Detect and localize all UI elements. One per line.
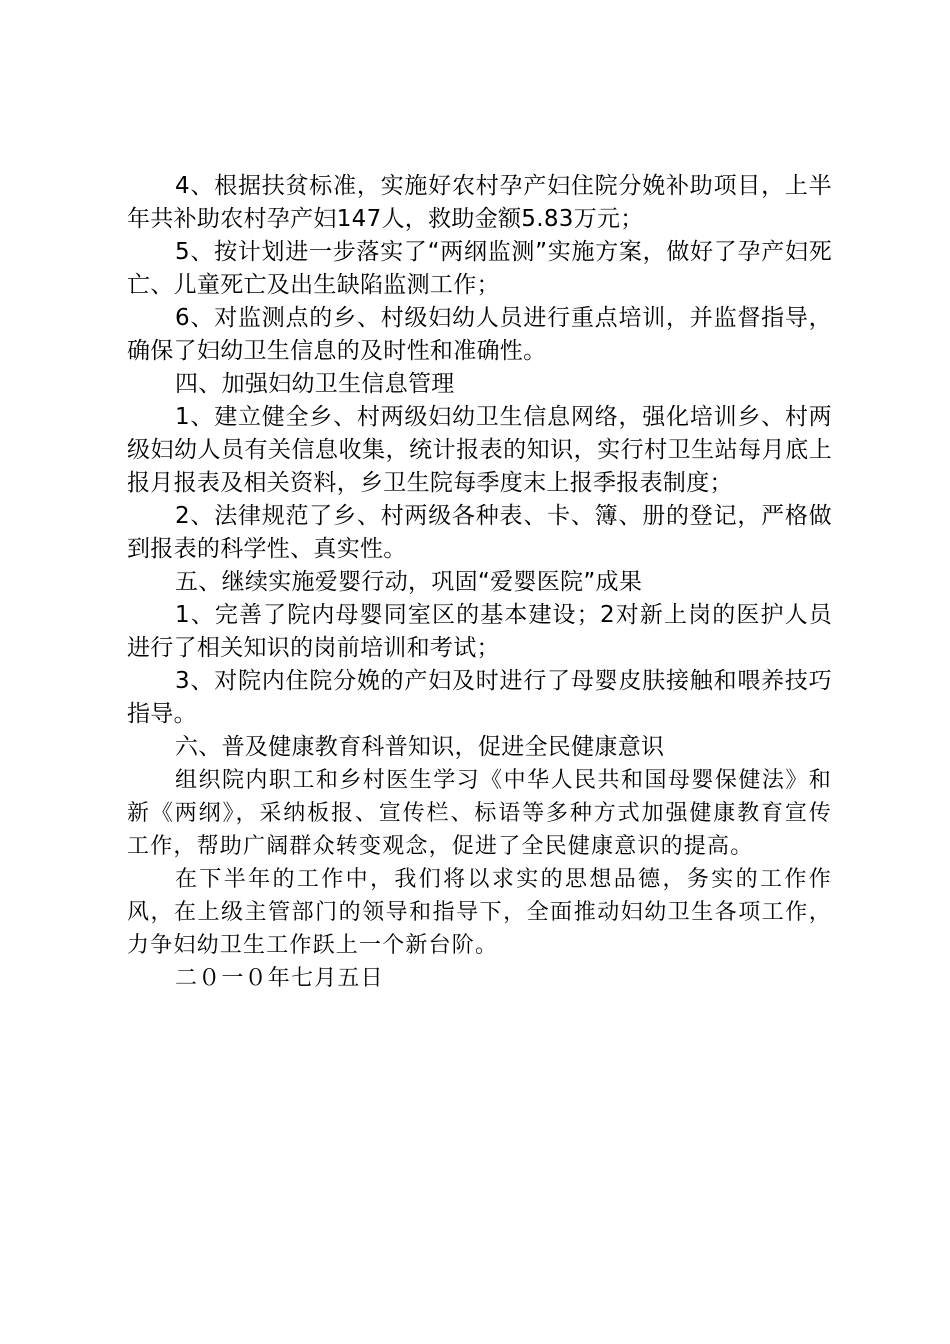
paragraph-info-network: 1、建立健全乡、村两级妇幼卫生信息网络，强化培训乡、村两级妇幼人员有关信息收集，统计报表的知识，实行村卫生站每月底上报月报表及相关资料，乡卫生院每季度末上报季报表制度； [127, 404, 832, 496]
document-date: 二０一０年七月五日 [175, 966, 384, 991]
paragraph-outlook: 在下半年的工作中，我们将以求实的思想品德，务实的工作作风，在上级主管部门的领导和指导下，全面推动妇幼卫生各项工作，力争妇幼卫生工作跃上一个新台阶。 [127, 867, 832, 958]
paragraph-item-5-monitoring: 5、按计划进一步落实了“两纲监测”实施方案，做好了孕产妇死亡、儿童死亡及出生缺陷监测工作； [127, 239, 832, 298]
paragraph-item-6-training: 6、对监测点的乡、村级妇幼人员进行重点培训，并监督指导，确保了妇幼卫生信息的及时性和准确性。 [127, 305, 832, 364]
section-heading-5: 五、继续实施爱婴行动，巩固“爱婴医院”成果 [175, 569, 643, 595]
section-heading-4: 四、加强妇幼卫生信息管理 [175, 371, 455, 397]
paragraph-registration: 2、法律规范了乡、村两级各种表、卡、簿、册的登记，严格做到报表的科学性、真实性。 [127, 503, 832, 562]
paragraph-rooming-in: 1、完善了院内母婴同室区的基本建设；2对新上岗的医护人员进行了相关知识的岗前培训和考试； [127, 602, 832, 661]
section-heading-6: 六、普及健康教育科普知识，促进全民健康意识 [175, 734, 665, 760]
document-body [127, 170, 832, 995]
paragraph-skin-contact: 3、对院内住院分娩的产妇及时进行了母婴皮肤接触和喂养技巧指导。 [127, 668, 832, 727]
paragraph-health-education: 组织院内职工和乡村医生学习《中华人民共和国母婴保健法》和新《两纲》，采纳板报、宣传栏、标语等多种方式加强健康教育宣传工作，帮助广阔群众转变观念，促进了全民健康意识的提高。 [127, 768, 832, 859]
paragraph-item-4-subsidy: 4、根据扶贫标准，实施好农村孕产妇住院分娩补助项目，上半年共补助农村孕产妇147人，救助金额5.83万元； [127, 173, 832, 232]
